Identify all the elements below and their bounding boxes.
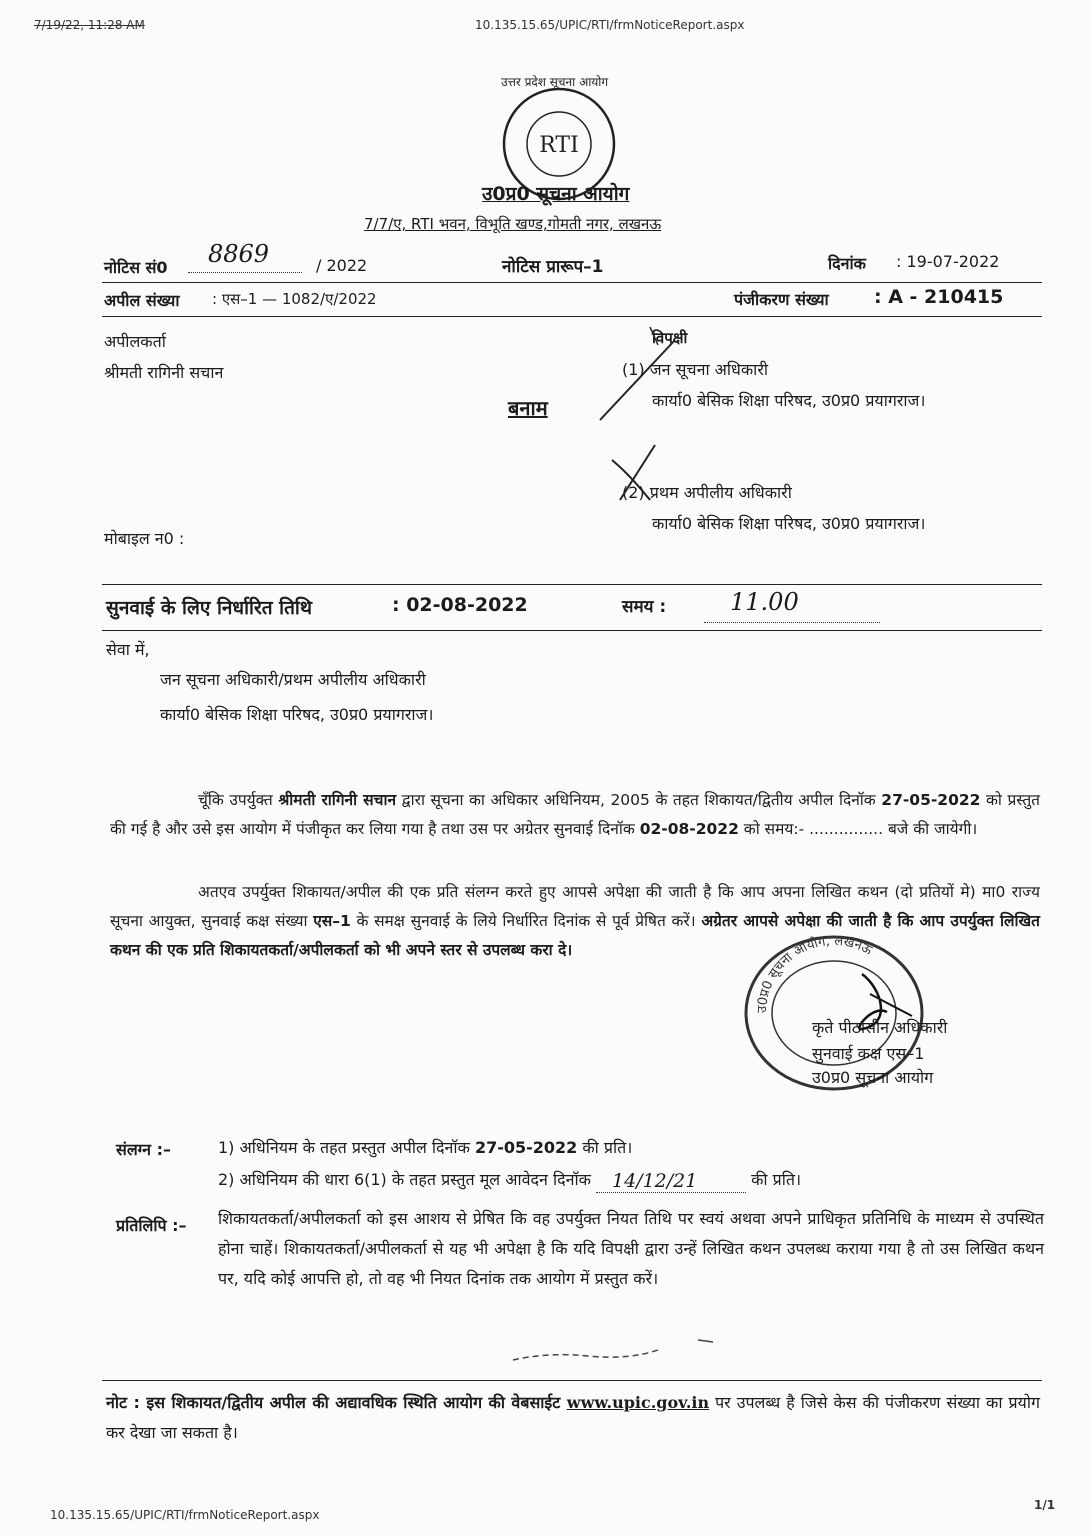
address-to-line2: कार्या0 बेसिक शिक्षा परिषद, उ0प्र0 प्रयागराज।: [160, 705, 434, 724]
respondent-1-office: कार्या0 बेसिक शिक्षा परिषद, उ0प्र0 प्रयागराज।: [652, 391, 926, 410]
address-to-line1: जन सूचना अधिकारी/प्रथम अपीलीय अधिकारी: [160, 670, 426, 689]
commission-address: 7/7/ए, RTI भवन, विभूति खण्ड,गोमती नगर, लखनऊ: [364, 215, 662, 233]
body-paragraph-2: अतएव उपर्युक्त शिकायत/अपील की एक प्रति संलग्न करते हुए आपसे अपेक्षा की जाती है कि आप अपना लिखित कथन (दो प्रतियों मे) मा0 राज्य सूचना आयुक्त, सुनवाई कक्ष संख्या एस–1 के समक्ष सुनवाई के लिये निर्धारित दिनांक से पूर्व प्रेषित करें। अग्रेतर आपसे अपेक्षा की जाती है कि आप उपर्युक्त लिखित कथन की एक प्रति शिकायतकर्ता/अपीलकर्ता को भी अपने स्तर से उपलब्ध करा दे।: [110, 883, 1040, 959]
hearing-time-handwritten: 11.00: [730, 588, 799, 616]
print-timestamp: 7/19/22, 11:28 AM: [34, 18, 145, 32]
copy-text: शिकायतकर्ता/अपीलकर्ता को इस आशय से प्रेषित कि वह उपर्युक्त नियत तिथि पर स्वयं अथवा अपने प्राधिकृत प्रतिनिधि के माध्यम से उपस्थित होना चाहें। शिकायतकर्ता/अपीलकर्ता से यह भी अपेक्षा है कि यदि विपक्षी द्वारा उन्हें लिखित कथन उपलब्ध कराया गया है तो उस लिखित कथन पर, यदि कोई आपत्ति हो, तो वह भी नियत दिनांक तक आयोग में प्रस्तुत करें।: [218, 1209, 1044, 1288]
enclosure-item-1: 1) अधिनियम के तहत प्रस्तुत अपील दिनॉक 27-05-2022 की प्रति।: [218, 1138, 633, 1157]
hearing-date: : 02-08-2022: [392, 594, 528, 616]
divider-3: [102, 584, 1042, 585]
respondent-2-title: (2) प्रथम अपीलीय अधिकारी: [622, 483, 792, 502]
notice-date-value: : 19-07-2022: [896, 252, 1000, 271]
divider-top: [102, 282, 1042, 283]
respondent-1-title: (1) जन सूचना अधिकारी: [622, 360, 769, 379]
respondent-2-office: कार्या0 बेसिक शिक्षा परिषद, उ0प्र0 प्रयागराज।: [652, 514, 926, 533]
notice-no-label: नोटिस सं0: [104, 258, 168, 277]
versus-label: बनाम: [508, 396, 548, 420]
pen-strike-marks: [590, 325, 680, 505]
svg-text:उ0प्र0 सूचना आयोग, लखनऊ: उ0प्र0 सूचना आयोग, लखनऊ: [754, 934, 875, 1014]
body-paragraph-1: चूँकि उपर्युक्त श्रीमती रागिनी सचान द्वारा सूचना का अधिकार अधिनियम, 2005 के तहत शिकायत/द्वितीय अपील दिनॉक 27-05-2022 को प्रस्तुत की गई है और उसे इस आयोग में पंजीकृत कर लिया गया है तथा उस पर अग्रेतर सुनवाई दिनॉक 02-08-2022 को समय:- ............... बजे की जायेगी।: [110, 791, 1040, 838]
enclosure-label: संलग्न :–: [116, 1140, 172, 1159]
enclosure-date-handwritten: 14/12/21: [611, 1170, 698, 1192]
print-url-top: 10.135.15.65/UPIC/RTI/frmNoticeReport.aspx: [475, 18, 745, 32]
mobile-label: मोबाइल न0 :: [104, 529, 185, 548]
hearing-time-label: समय :: [622, 597, 667, 617]
hearing-label: सुनवाई के लिए निर्धारित तिथि: [106, 597, 312, 619]
note-text: नोट : इस शिकायत/द्वितीय अपील की अद्यावधिक स्थिति आयोग की वेबसाईट www.upic.gov.in पर उपलब्ध है जिसे केस की पंजीकरण संख्या का प्रयोग कर देखा जा सकता है।: [106, 1393, 1040, 1442]
pen-scribble: [508, 1330, 738, 1370]
enclosure-item-2: 2) अधिनियम की धारा 6(1) के तहत प्रस्तुत मूल आवेदन दिनॉक 14/12/21 की प्रति।: [218, 1170, 802, 1192]
print-url-bottom: 10.135.15.65/UPIC/RTI/frmNoticeReport.aspx: [50, 1508, 320, 1522]
divider-note: [102, 1380, 1042, 1381]
registration-label: पंजीकरण संख्या: [734, 290, 829, 309]
respondent-label: विपक्षी: [652, 329, 688, 347]
divider-4: [102, 630, 1042, 631]
notice-no-handwritten: 8869: [208, 240, 270, 268]
registration-value: : A - 210415: [874, 286, 1004, 308]
signature-line1: कृते पीठासीन अधिकारी: [812, 1018, 948, 1037]
commission-title: उ0प्र0 सूचना आयोग: [482, 183, 630, 205]
logo-center-text: RTI: [539, 133, 579, 158]
notice-year: / 2022: [316, 256, 368, 275]
appeal-label: अपील संख्या: [104, 291, 180, 310]
appellant-label: अपीलकर्ता: [104, 332, 166, 351]
notice-form: नोटिस प्रारूप–1: [502, 257, 604, 277]
notice-date-label: दिनांक: [828, 254, 866, 273]
signature-line3: उ0प्र0 सूचना आयोग: [812, 1068, 934, 1087]
notice-no-field: [188, 238, 302, 273]
logo-ring-text: उत्तर प्रदेश सूचना आयोग: [501, 75, 609, 89]
salutation: सेवा में,: [106, 640, 150, 659]
appeal-value: : एस–1 — 1082/ए/2022: [212, 290, 377, 308]
website-link[interactable]: www.upic.gov.in: [566, 1393, 710, 1412]
divider-2: [102, 316, 1042, 317]
signature-line2: सुनवाई कक्ष एस–1: [812, 1044, 925, 1063]
page-count: 1/1: [1034, 1498, 1056, 1512]
copy-label: प्रतिलिपि :–: [116, 1216, 187, 1235]
hearing-time-field: [704, 588, 880, 623]
appellant-name: श्रीमती रागिनी सचान: [104, 363, 224, 382]
